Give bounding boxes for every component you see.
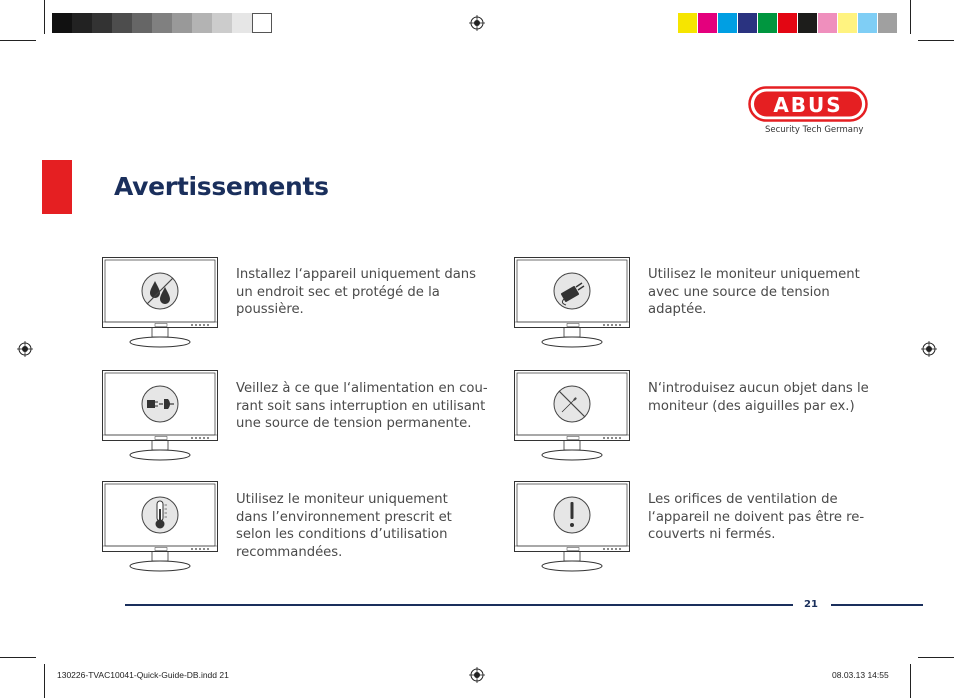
section-tab	[42, 160, 72, 214]
footer-rule	[125, 604, 793, 606]
monitor-illustration	[102, 481, 218, 573]
monitor-illustration	[102, 257, 218, 349]
crop-mark	[910, 664, 911, 698]
grayscale-bar	[52, 13, 272, 33]
page-number: 21	[804, 599, 818, 610]
registration-mark-icon	[17, 341, 33, 357]
color-swatch	[878, 13, 898, 33]
gray-swatch	[232, 13, 252, 33]
crop-mark	[44, 664, 45, 698]
gray-swatch	[252, 13, 272, 33]
abus-logo	[748, 86, 868, 122]
gray-swatch	[52, 13, 72, 33]
warning-text: Utilisez le moniteur uniquement avec une source de tension adaptée.	[648, 267, 860, 317]
gray-swatch	[132, 13, 152, 33]
registration-mark-icon	[469, 667, 485, 683]
registration-mark-icon	[921, 341, 937, 357]
footer-rule	[831, 604, 923, 606]
exclamation-icon	[554, 497, 590, 533]
gray-swatch	[192, 13, 212, 33]
gray-swatch	[172, 13, 192, 33]
color-swatch	[758, 13, 778, 33]
gray-swatch	[212, 13, 232, 33]
color-swatch	[818, 13, 838, 33]
color-swatch	[738, 13, 758, 33]
color-swatch	[678, 13, 698, 33]
color-swatch	[858, 13, 878, 33]
page-title: Avertissements	[114, 172, 329, 201]
color-swatch	[718, 13, 738, 33]
color-swatch	[698, 13, 718, 33]
monitor-illustration	[514, 370, 630, 462]
gray-swatch	[72, 13, 92, 33]
crop-mark	[918, 40, 954, 41]
no-needle-icon	[554, 386, 590, 422]
warning-text: Installez l‘appareil uniquement dans un endroit sec et protégé de la poussière.	[236, 267, 477, 317]
color-bar	[678, 13, 898, 33]
date-slug: 08.03.13 14:55	[832, 670, 889, 680]
no-water-drops-icon	[142, 273, 178, 309]
plug-socket-icon	[142, 386, 178, 422]
crop-mark	[44, 0, 45, 34]
logo-tagline: Security Tech Germany	[765, 125, 864, 135]
crop-mark	[910, 0, 911, 34]
warning-text: Veillez à ce que l‘alimentation en cou- rant soit sans interruption en utilisant une source de tension permanente.	[236, 381, 488, 431]
warning-text: N‘introduisez aucun objet dans le moniteur (des aiguilles par ex.)	[648, 381, 869, 414]
monitor-illustration	[514, 481, 630, 573]
thermometer-icon	[142, 497, 178, 533]
monitor-illustration	[102, 370, 218, 462]
warning-text: Les orifices de ventilation de l‘appareil ne doivent pas être re- couverts ni fermés.	[648, 492, 865, 542]
power-adapter-icon	[554, 273, 590, 309]
file-slug: 130226-TVAC10041-Quick-Guide-DB.indd 21	[57, 670, 229, 680]
registration-mark-icon	[469, 15, 485, 31]
color-swatch	[838, 13, 858, 33]
logo-brand: ABUS	[773, 93, 843, 117]
gray-swatch	[152, 13, 172, 33]
crop-mark	[918, 657, 954, 658]
warning-text: Utilisez le moniteur uniquement dans l’environnement prescrit et selon les conditions d’utilisation recommandées.	[236, 492, 452, 560]
gray-swatch	[112, 13, 132, 33]
crop-mark	[0, 657, 36, 658]
gray-swatch	[92, 13, 112, 33]
color-swatch	[778, 13, 798, 33]
monitor-illustration	[514, 257, 630, 349]
crop-mark	[0, 40, 36, 41]
color-swatch	[798, 13, 818, 33]
